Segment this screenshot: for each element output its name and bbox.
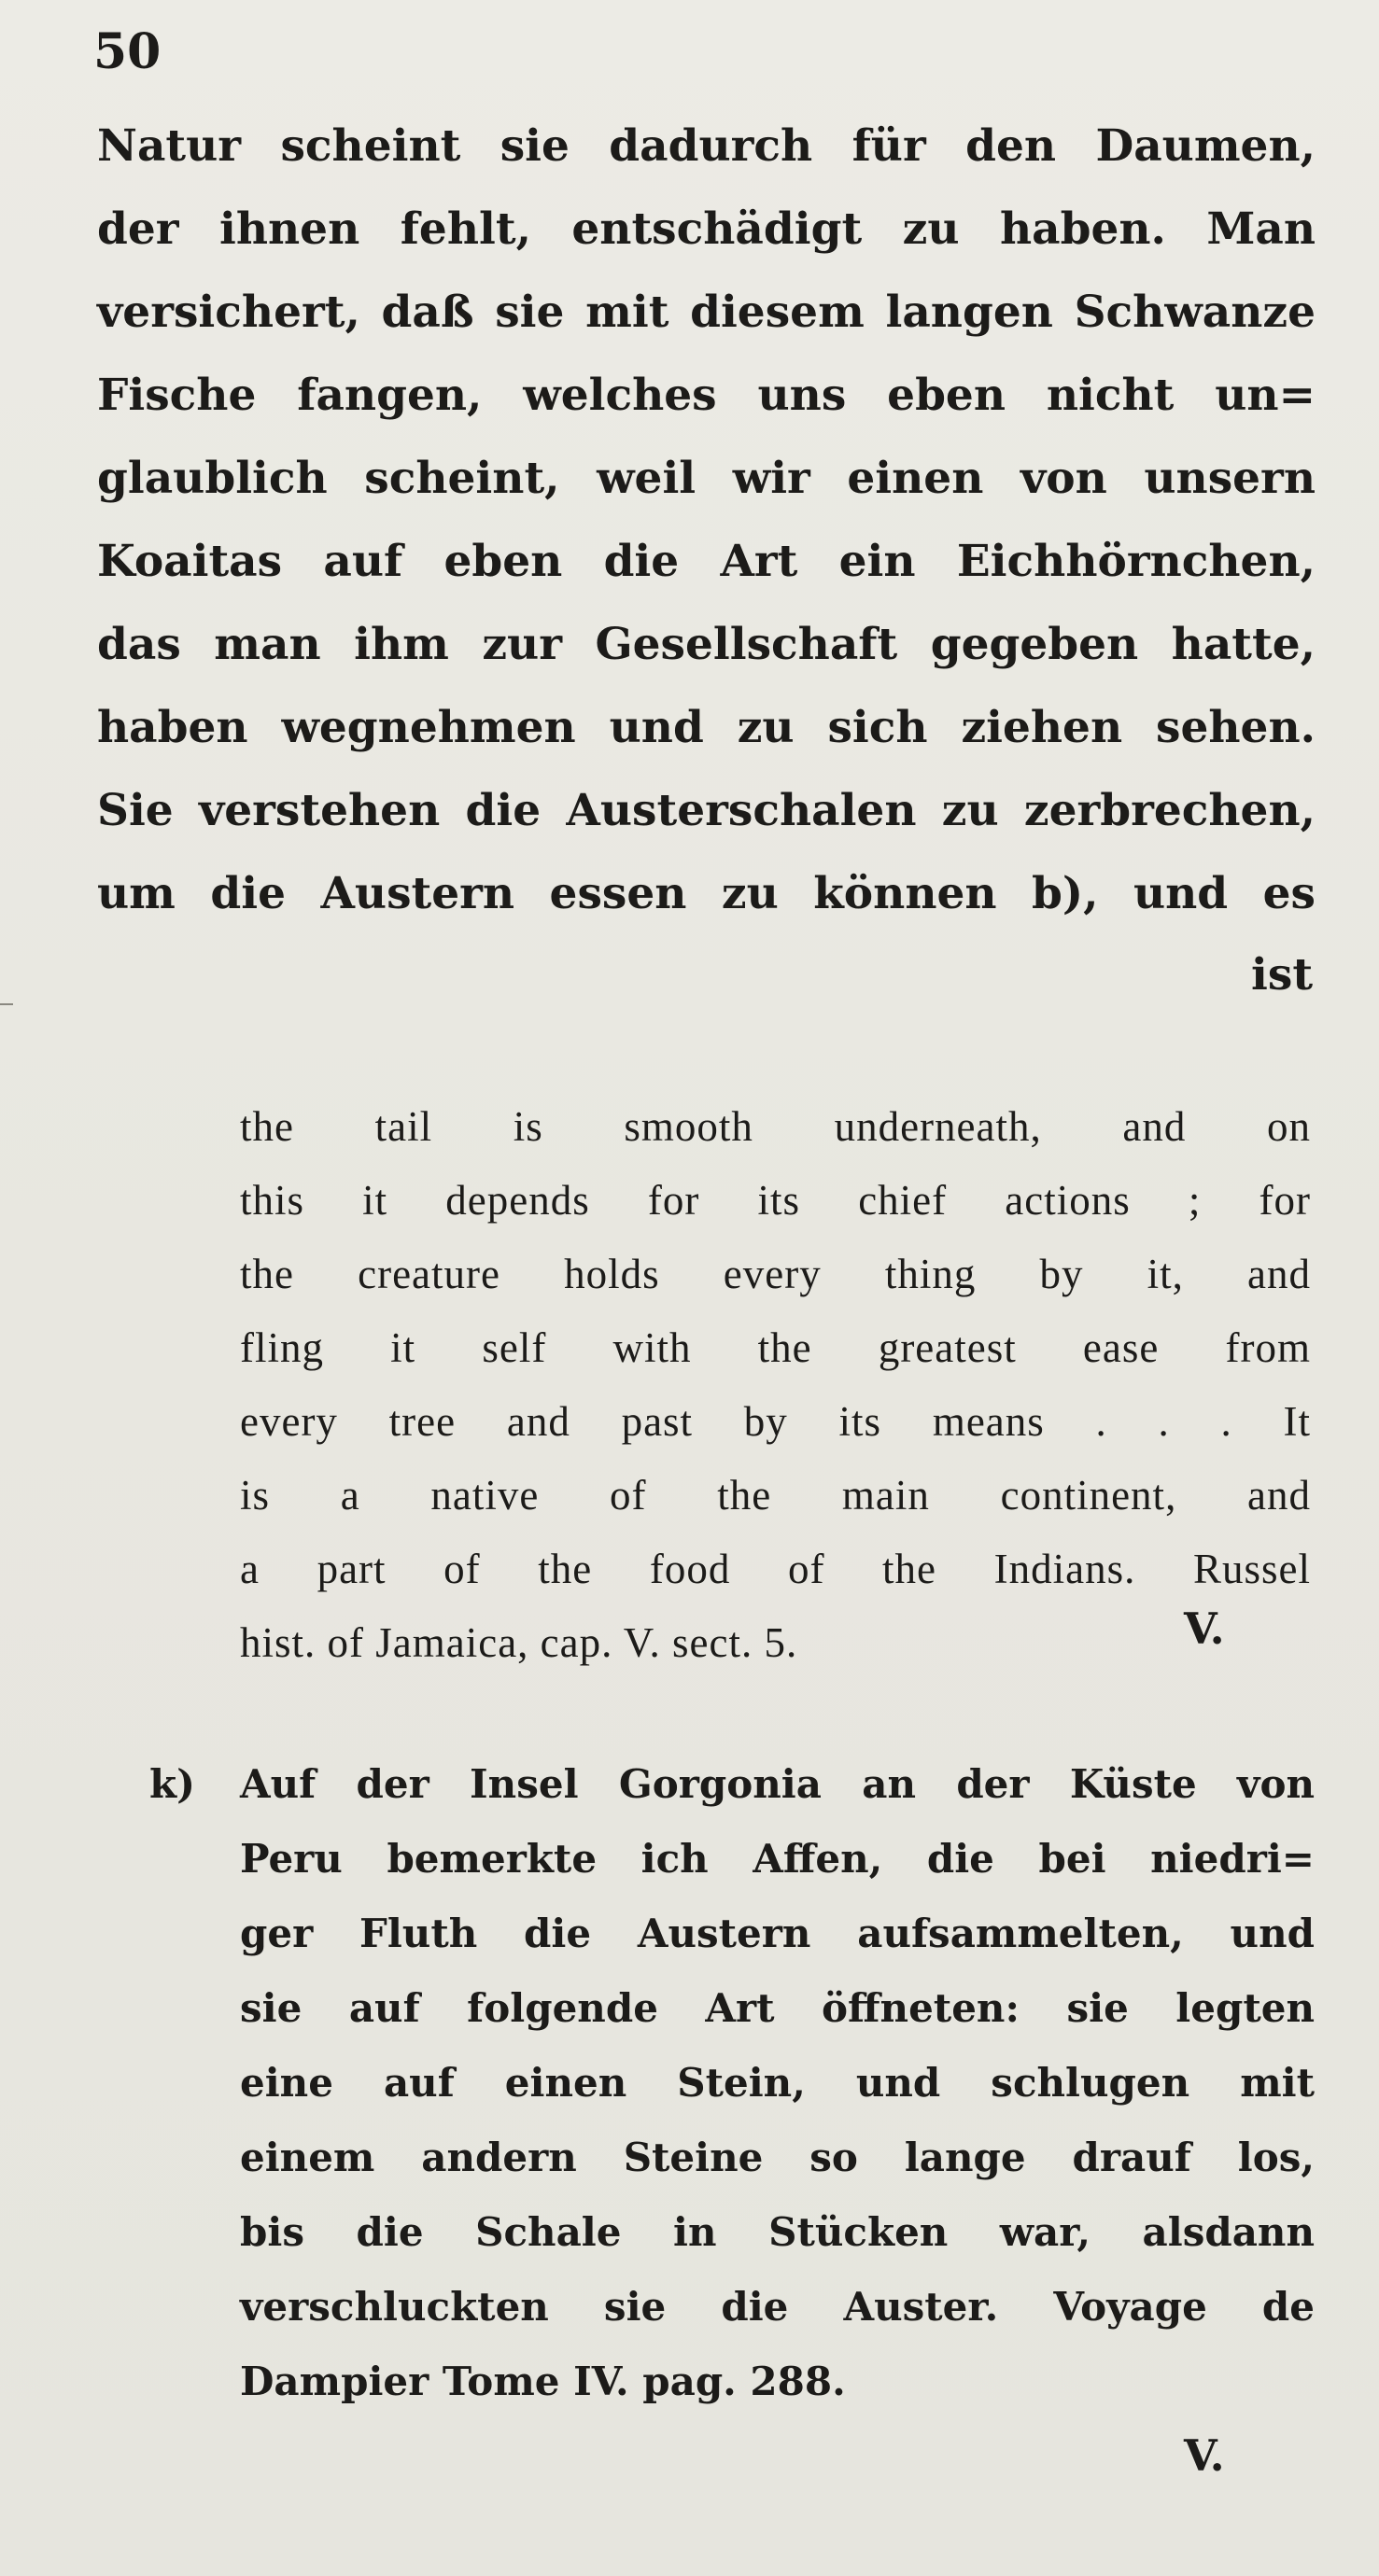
footnote-german-line: Auf der Insel Gorgonia an der Küste von [240,1761,1315,1807]
footnote-german-line: ger Fluth die Austern aufsammelten, und [240,1911,1315,1956]
footnote-german-line: Dampier Tome IV. pag. 288. [240,2359,846,2404]
main-text-line: haben wegnehmen und zu sich ziehen sehen. [97,702,1316,753]
footnote-english [240,1090,1311,1680]
footnote-german-line: einem andern Steine so lange drauf los, [240,2135,1315,2180]
footnote-english-line: is a native of the main continent, and [240,1472,1311,1519]
footnote-german-line: eine auf einen Stein, und schlugen mit [240,2060,1315,2106]
main-text-block [97,105,1316,935]
main-text-line: um die Austern essen zu können b), und es [97,868,1316,919]
catchword: ist [1251,949,1314,1001]
footnote-english-line: the creature holds every thing by it, and [240,1251,1311,1297]
main-text-line: glaublich scheint, weil wir einen von unsern [97,453,1316,504]
footnote-german-first-line [149,1747,1315,1822]
footnote-german-line: Peru bemerkte ich Affen, die bei niedri= [240,1836,1315,1882]
main-text-line: Fische fangen, welches uns eben nicht un= [97,370,1316,421]
footnote-german-line: bis die Schale in Stücken war, alsdann [240,2209,1315,2255]
main-text-line: Natur scheint sie dadurch für den Daumen, [97,120,1316,172]
footnote-german-signature: V. [1184,2430,1225,2481]
footnote-english-line: the tail is smooth underneath, and on [240,1103,1311,1150]
footnote-german-line: verschluckten sie die Auster. Voyage de [240,2284,1315,2330]
margin-mark [0,1003,13,1005]
main-text-line: Koaitas auf eben die Art ein Eichhörnchen, [97,536,1316,587]
footnote-english-line: every tree and past by its means . . . It [240,1398,1311,1445]
footnote-german [149,1747,1315,2419]
footnote-english-line: this it depends for its chief actions ; for [240,1177,1311,1224]
footnote-german-line: sie auf folgende Art öffneten: sie legten [240,1985,1315,2031]
page-number: 50 [93,23,162,80]
main-text-line: Sie verstehen die Austerschalen zu zerbrechen, [97,785,1316,836]
main-text-line: der ihnen fehlt, entschädigt zu haben. Man [97,203,1316,255]
footnote-label: k) [149,1761,195,1807]
main-text-line: das man ihm zur Gesellschaft gegeben hatte, [97,619,1316,670]
main-text-line: versichert, daß sie mit diesem langen Schwanze [97,287,1316,338]
footnote-english-line: a part of the food of the Indians. Russel [240,1546,1311,1592]
footnote-english-line: fling it self with the greatest ease from [240,1324,1311,1371]
footnote-english-signature: V. [1184,1603,1225,1654]
footnote-english-line: hist. of Jamaica, cap. V. sect. 5. [240,1619,798,1666]
